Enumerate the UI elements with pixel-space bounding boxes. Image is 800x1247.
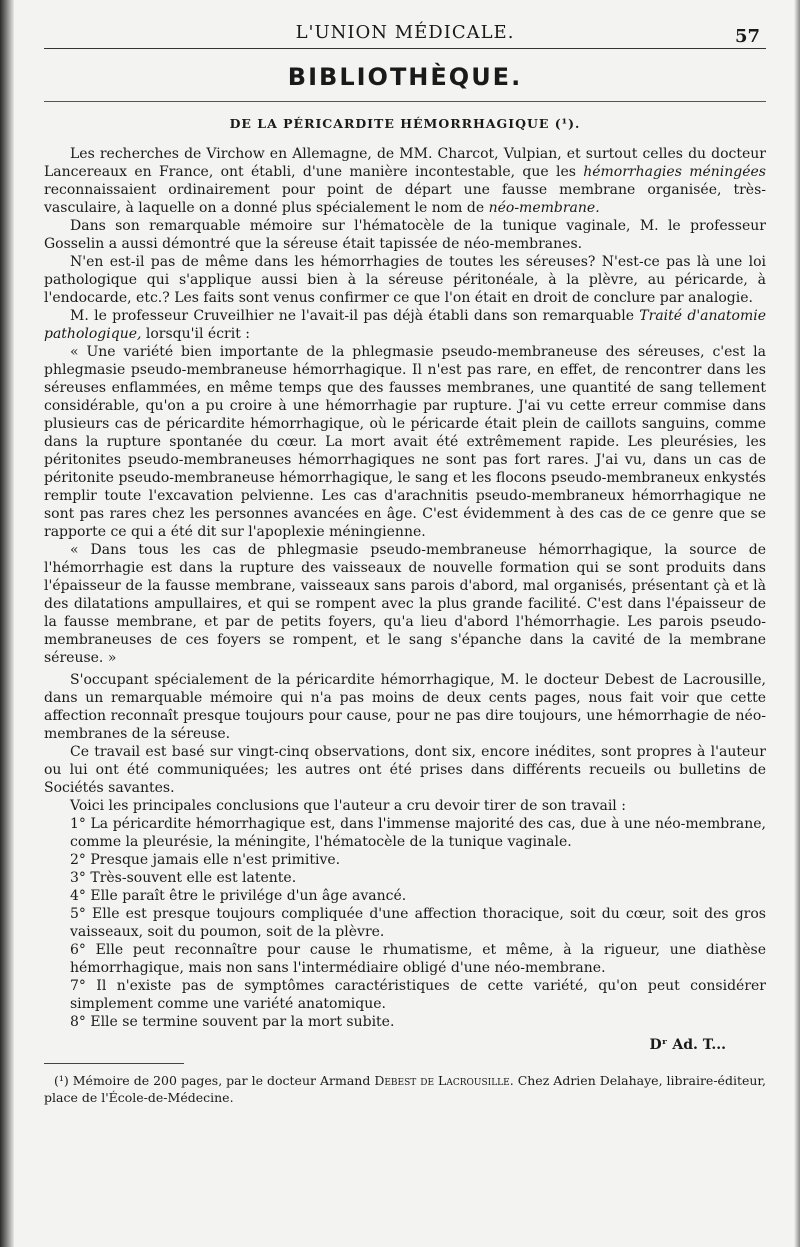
paragraph-text: reconnaissaient ordinairement pour point de départ une fausse membrane organisée, très-vasculaire, à laquelle on a donné plus spécialement le nom de [44, 182, 766, 216]
list-item: 1° La péricardite hémorrhagique est, dans l'immense majorité des cas, due à une néo-membrane, comme la pleurésie, la méningite, l'hématocèle de la tunique vaginale. [70, 816, 766, 850]
paragraph-text: Les recherches de Virchow en Allemagne, de MM. Charcot, Vulpian, et surtout celles du docteur Lancereaux en France, ont établi, d'une manière incontestable, que les [44, 146, 766, 180]
paragraph [44, 307, 766, 343]
emphasis-text: néo-membrane. [488, 200, 600, 216]
book-title: Traité d'anatomie pathologique, [44, 308, 766, 342]
author-signature: Dʳ Ad. T... [649, 1037, 726, 1053]
paragraph [44, 145, 766, 217]
paragraph: Ce travail est basé sur vingt-cinq observations, dont six, encore inédites, sont propres à l'auteur ou lui ont été communiquées; les autres ont été prises dans différents recueils ou bulletins de Sociétés savantes. [44, 744, 766, 796]
section-title: BIBLIOTHÈQUE. [287, 63, 523, 91]
footnote-marker: (¹) [54, 1073, 69, 1088]
paragraph-text: M. le professeur Cruveilhier ne l'avait-il pas déjà établi dans son remarquable [70, 308, 640, 324]
paragraph-text: lorsqu'il écrit : [141, 326, 251, 342]
paragraph: Dans son remarquable mémoire sur l'hématocèle de la tunique vaginale, M. le professeur Gosselin a aussi démontré que la séreuse était tapissée de néo-membranes. [44, 218, 766, 252]
list-item: 6° Elle peut reconnaître pour cause le rhumatisme, et même, à la rigueur, une diathèse hémorrhagique, mais non sans l'intermédiaire obligé d'une néo-membrane. [70, 942, 766, 976]
list-item: 2° Presque jamais elle n'est primitive. [70, 852, 341, 868]
paragraph: Voici les principales conclusions que l'auteur a cru devoir tirer de son travail : [70, 798, 626, 814]
emphasis-text: hémorrhagies méningées [583, 164, 766, 180]
article-body [44, 145, 766, 1031]
quotation-paragraph: « Une variété bien importante de la phlegmasie pseudo-membraneuse des séreuses, c'est la phlegmasie pseudo-membraneuse hémorrhagique. Il n'est pas rare, en effet, de rencontrer dans les séreuses enflammées, en même temps que des fausses membranes, une quantité de sang tellement considérable, qu'on a pu croire à une hémorrhagie par rupture. J'ai vu cette erreur commise dans plusieurs cas de péricardite hémorrhagique, où le péricarde était plein de caillots sanguins, comme dans la rupture spontanée du cœur. La mort avait été extrêmement rapide. Les pleurésies, les péritonites pseudo-membraneuses hémorrhagiques ne sont pas fort rares. J'ai vu, dans un cas de péritonite pseudo-membraneuse hémorrhagique, le sang et les flocons pseudo-membraneux enkystés remplir toute l'excavation pelvienne. Les cas d'arachnitis pseudo-membraneux hémorrhagique ne sont pas rares chez les personnes avancées en âge. C'est évidemment à des cas de ce genre que se rapporte ce qui a été dit sur l'apoplexie méningienne. [44, 344, 766, 540]
footnote-text: Mémoire de 200 pages, par le docteur Armand [68, 1073, 375, 1088]
running-head [44, 18, 766, 49]
footnote-divider [44, 1063, 184, 1064]
section-divider [44, 101, 766, 102]
list-item: 4° Elle paraît être le privilége d'un âge avancé. [70, 888, 407, 904]
conclusions-list [44, 815, 766, 1031]
footnote [44, 1072, 766, 1106]
footnote-author: Debest de Lacrousille. [374, 1073, 514, 1088]
quotation-paragraph: « Dans tous les cas de phlegmasie pseudo-membraneuse hémorrhagique, la source de l'hémorrhagie est dans la rupture des vaisseaux de nouvelle formation qui se sont produits dans l'épaisseur de la fausse membrane, vaisseaux sans parois d'abord, mal organisés, présentant çà et là des dilatations ampullaires, et qui se rompent avec la plus grande facilité. C'est dans l'épaisseur de la fausse membrane, et par de petits foyers, qu'a lieu d'abord l'hémorrhagie. Les parois pseudo-membraneuses de ces foyers se rompent, et le sang s'épanche dans la cavité de la membrane séreuse. » [44, 542, 766, 666]
list-item: 3° Très-souvent elle est latente. [70, 870, 297, 886]
page-number: 57 [734, 26, 760, 47]
paragraph: N'en est-il pas de même dans les hémorrhagies de toutes les séreuses? N'est-ce pas là une loi pathologique qui s'applique aussi bien à la séreuse péritonéale, à la plèvre, au péricarde, à l'endocarde, etc.? Les faits sont venus confirmer ce que l'on était en droit de conclure par analogie. [44, 254, 766, 306]
list-item: 7° Il n'existe pas de symptômes caractéristiques de cette variété, qu'on peut considérer simplement comme une variété anatomique. [70, 978, 766, 1012]
list-item: 8° Elle se termine souvent par la mort subite. [70, 1014, 395, 1030]
article-title: DE LA PÉRICARDITE HÉMORRHAGIQUE (¹). [229, 116, 581, 131]
footnote-text: Chez Adrien Delahaye, libraire-éditeur, place de l'École-de-Médecine. [44, 1073, 766, 1105]
journal-title: L'UNION MÉDICALE. [295, 22, 515, 43]
paragraph: S'occupant spécialement de la péricardite hémorrhagique, M. le docteur Debest de Lacrousille, dans un remarquable mémoire qui n'a pas moins de deux cents pages, nous fait voir que cette affection reconnaît presque toujours pour cause, pour ne pas dire toujours, une hémorrhagie de néo-membranes de la séreuse. [44, 672, 766, 742]
list-item: 5° Elle est presque toujours compliquée d'une affection thoracique, soit du cœur, soit des gros vaisseaux, soit du poumon, soit de la plèvre. [70, 906, 766, 940]
